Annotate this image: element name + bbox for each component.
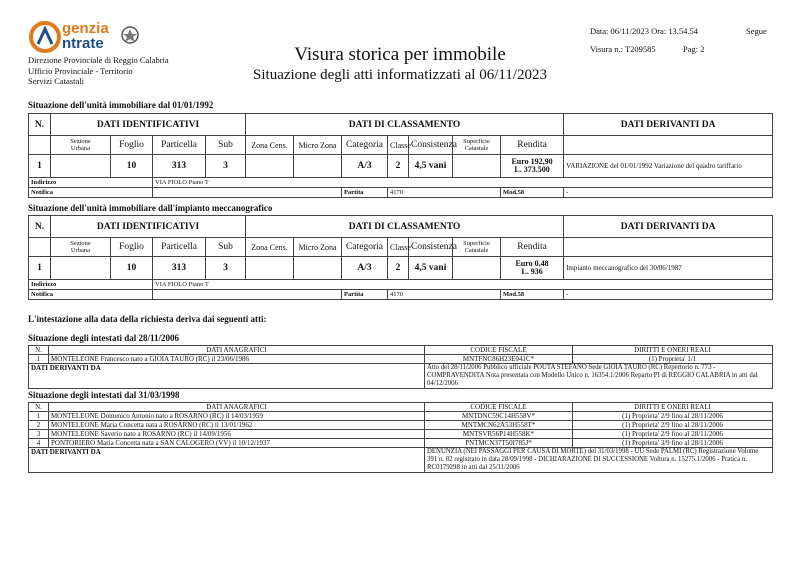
col-dati-anagrafici: DATI ANAGRAFICI: [49, 403, 425, 412]
anagrafica: MONTELEONE Domenico Antonio nato a ROSARNO (RC) il 14/03/1959: [49, 412, 425, 421]
section-title-2: Situazione dell'unità immobiliare dall'impianto meccanografico: [28, 203, 273, 213]
col-sezione-urbana: [51, 238, 111, 257]
mod58-value: -: [564, 290, 773, 300]
col-particella: Particella: [153, 136, 206, 155]
col-categoria: Categoria: [342, 136, 388, 155]
derivanti-label: DATI DERIVANTI DA: [29, 364, 425, 389]
codice-fiscale: MNTDNC59C14H558V*: [425, 412, 573, 421]
anagrafica: MONTELEONE Francesco nato a GIOIA TAURO (RC) il 23/06/1986: [49, 355, 425, 364]
anagrafica: MONTELEONE Maria Concetta nata a ROSARNO (RC) il 13/01/1962: [49, 421, 425, 430]
mod58-label: Mod.58: [501, 188, 564, 198]
table-row: [29, 412, 773, 421]
derivanti-text: Atto del 28/11/2006 Pubblico ufficiale POUTA STEFANO Sede GIOIA TAURO (RC) Repertorio n. 773 - COMPRAVENDITA Nota presentata con Modello Unico n. 16354.1/2006 Reparto PI di REGGIO CALABRIA in atti dal 04/12/2006: [425, 364, 773, 389]
col-zona-cens: Zona Cens.: [246, 238, 294, 257]
page-title: Visura storica per immobile: [294, 44, 506, 65]
intestati-table-1: [28, 345, 773, 389]
col-foglio: Foglio: [111, 136, 153, 155]
zona-value: [246, 155, 294, 178]
dati-identificativi-header: DATI IDENTIFICATIVI: [51, 114, 246, 136]
notifica-label: Notifica: [29, 290, 153, 300]
row-n: 1: [29, 257, 51, 280]
intestati-title-2: Situazione degli intestati dal 31/03/1998: [28, 390, 180, 400]
derivanti-value: VARIAZIONE del 01/01/1992 Variazione del quadro tariffario: [564, 155, 773, 178]
intestazione-note: L'intestazione alla data della richiesta deriva dai seguenti atti:: [28, 314, 267, 324]
col-n: N.: [29, 346, 49, 355]
categoria-value: A/3: [342, 257, 388, 280]
emblem-icon: [120, 24, 140, 46]
label: Urbana: [70, 247, 91, 254]
col-codice-fiscale: CODICE FISCALE: [425, 403, 573, 412]
col-consistenza: Consistenza: [409, 238, 453, 257]
label: Catastale: [464, 145, 489, 152]
col-codice-fiscale: CODICE FISCALE: [425, 346, 573, 355]
logo-mark-icon: [28, 20, 62, 54]
rendita-lire: L. 373.500: [514, 165, 550, 174]
blank-cell: [564, 238, 773, 257]
col-classe: Classe: [388, 136, 409, 155]
office-info: [28, 55, 169, 87]
label: Urbana: [70, 145, 91, 152]
diritti: (1) Proprieta' 3/9 fino al 28/11/2006: [573, 439, 773, 448]
partita-label: Partita: [342, 290, 388, 300]
col-n: N.: [29, 403, 49, 412]
dati-derivanti-header: DATI DERIVANTI DA: [564, 216, 773, 238]
col-sub: Sub: [206, 136, 246, 155]
sub-value: 3: [206, 155, 246, 178]
sub-value: 3: [206, 257, 246, 280]
zona-value: [246, 257, 294, 280]
row-n: 1: [29, 412, 49, 421]
col-superficie: [453, 136, 501, 155]
row-n: 4: [29, 439, 49, 448]
col-dati-anagrafici: DATI ANAGRAFICI: [49, 346, 425, 355]
col-micro-zona: Micro Zona: [294, 238, 342, 257]
classe-value: 2: [388, 155, 409, 178]
page-subtitle: Situazione degli atti informatizzati al 06/11/2023: [253, 67, 547, 83]
micro-zona-value: [294, 257, 342, 280]
rendita-value: [501, 257, 564, 280]
superficie-value: [453, 257, 501, 280]
label: Catastale: [464, 247, 489, 254]
dati-derivanti-header: DATI DERIVANTI DA: [564, 114, 773, 136]
sezione-value: [51, 257, 111, 280]
col-zona-cens: Zona Cens.: [246, 136, 294, 155]
notifica-label: Notifica: [29, 188, 153, 198]
particella-value: 313: [153, 155, 206, 178]
rendita-value: [501, 155, 564, 178]
table-row: [29, 430, 773, 439]
codice-fiscale: PNTMCN37T50I785J*: [425, 439, 573, 448]
partita-label: Partita: [342, 188, 388, 198]
codice-fiscale: MNTFNC86H23E041C*: [425, 355, 573, 364]
indirizzo-label: Indirizzo: [29, 178, 153, 188]
classe-value: 2: [388, 257, 409, 280]
derivanti-label: DATI DERIVANTI DA: [29, 448, 425, 473]
row-n: 1: [29, 155, 51, 178]
col-rendita: Rendita: [501, 136, 564, 155]
col-foglio: Foglio: [111, 238, 153, 257]
consistenza-value: 4,5 vani: [409, 155, 453, 178]
indirizzo-value: VIA FIOLO Piano T: [153, 280, 773, 290]
col-micro-zona: Micro Zona: [294, 136, 342, 155]
partita-value: 4170: [388, 290, 501, 300]
col-classe: Classe: [388, 238, 409, 257]
blank-cell: [29, 238, 51, 257]
office-line: Ufficio Provinciale - Territorio: [28, 65, 133, 76]
mod58-value: -: [564, 188, 773, 198]
label: Sezione: [70, 240, 91, 247]
date-time: Data: 06/11/2023 Ora: 13.54.54: [590, 26, 699, 36]
table-row: [29, 439, 773, 448]
label: Superficie: [463, 240, 490, 247]
col-sub: Sub: [206, 238, 246, 257]
partita-value: 4170: [388, 188, 501, 198]
diritti: (1) Proprieta' 2/9 fino al 28/11/2006: [573, 421, 773, 430]
derivanti-text: DENUNZIA (NEI PASSAGGI PER CAUSA DI MORTE) del 31/03/1998 - UU Sede PALMI (RC) Registrazione Volume 391 n. 82 registrato in data 28/09/1998 - DICHIARAZIONE DI SUCCESSIONE Voltura n. 15275.1/2006 - Pratica n. RC0179298 in atti dal 25/11/2006: [425, 448, 773, 473]
anagrafica: MONTELEONE Saverio nato a ROSARNO (RC) il 14/09/1956: [49, 430, 425, 439]
row-n: 3: [29, 430, 49, 439]
col-superficie: [453, 238, 501, 257]
rendita-lire: L. 936: [521, 267, 543, 276]
agenzia-entrate-logo: [28, 20, 148, 54]
col-particella: Particella: [153, 238, 206, 257]
intestati-table-2: [28, 402, 773, 473]
indirizzo-value: VIA FIOLO Piano T: [153, 178, 773, 188]
col-diritti: DIRITTI E ONERI REALI: [573, 403, 773, 412]
codice-fiscale: MNTMCN62A53H558T*: [425, 421, 573, 430]
notifica-value: [153, 290, 342, 300]
blank-cell: [564, 136, 773, 155]
col-diritti: DIRITTI E ONERI REALI: [573, 346, 773, 355]
row-n: 2: [29, 421, 49, 430]
intestati-title-1: Situazione degli intestati dal 28/11/2006: [28, 333, 180, 343]
label: Superficie: [463, 138, 490, 145]
segue-label: Segue: [746, 26, 767, 36]
table-row: [29, 421, 773, 430]
anagrafica: PONTORIERO Maria Concetta nata a SAN CALOGERO (VV) il 10/12/1937: [49, 439, 425, 448]
diritti: (1) Proprieta' 2/9 fino al 28/11/2006: [573, 430, 773, 439]
diritti: (1) Proprieta' 1/1: [573, 355, 773, 364]
micro-zona-value: [294, 155, 342, 178]
col-categoria: Categoria: [342, 238, 388, 257]
col-consistenza: Consistenza: [409, 136, 453, 155]
particella-value: 313: [153, 257, 206, 280]
rendita-euro: Euro 192,90: [511, 157, 553, 166]
col-n: N.: [29, 114, 51, 136]
superficie-value: [453, 155, 501, 178]
visura-number: Visura n.: T209585: [590, 44, 656, 54]
office-line: Servizi Catastali: [28, 76, 84, 86]
sezione-value: [51, 155, 111, 178]
foglio-value: 10: [111, 257, 153, 280]
logo-text-2: ntrate: [62, 35, 104, 52]
indirizzo-label: Indirizzo: [29, 280, 153, 290]
categoria-value: A/3: [342, 155, 388, 178]
dati-classamento-header: DATI DI CLASSAMENTO: [246, 216, 564, 238]
row-n: 1: [29, 355, 49, 364]
blank-cell: [29, 136, 51, 155]
mod58-label: Mod.58: [501, 290, 564, 300]
derivanti-value: Impianto meccanografico del 30/06/1987: [564, 257, 773, 280]
rendita-euro: Euro 0,48: [515, 259, 549, 268]
dati-classamento-header: DATI DI CLASSAMENTO: [246, 114, 564, 136]
dati-identificativi-header: DATI IDENTIFICATIVI: [51, 216, 246, 238]
col-rendita: Rendita: [501, 238, 564, 257]
office-line: Direzione Provinciale di Reggio Calabria: [28, 55, 169, 65]
codice-fiscale: MNTSVR56P14H558K*: [425, 430, 573, 439]
logo-text-1: genzia: [62, 20, 109, 37]
page-number: Pag: 2: [683, 44, 705, 54]
diritti: (1) Proprieta' 2/9 fino al 28/11/2006: [573, 412, 773, 421]
notifica-value: [153, 188, 342, 198]
classamento-table-2: [28, 215, 773, 300]
foglio-value: 10: [111, 155, 153, 178]
consistenza-value: 4,5 vani: [409, 257, 453, 280]
label: Sezione: [70, 138, 91, 145]
table-row: [29, 355, 773, 364]
section-title-1: Situazione dell'unità immobiliare dal 01/01/1992: [28, 100, 214, 110]
col-sezione-urbana: [51, 136, 111, 155]
col-n: N.: [29, 216, 51, 238]
classamento-table-1: [28, 113, 773, 198]
